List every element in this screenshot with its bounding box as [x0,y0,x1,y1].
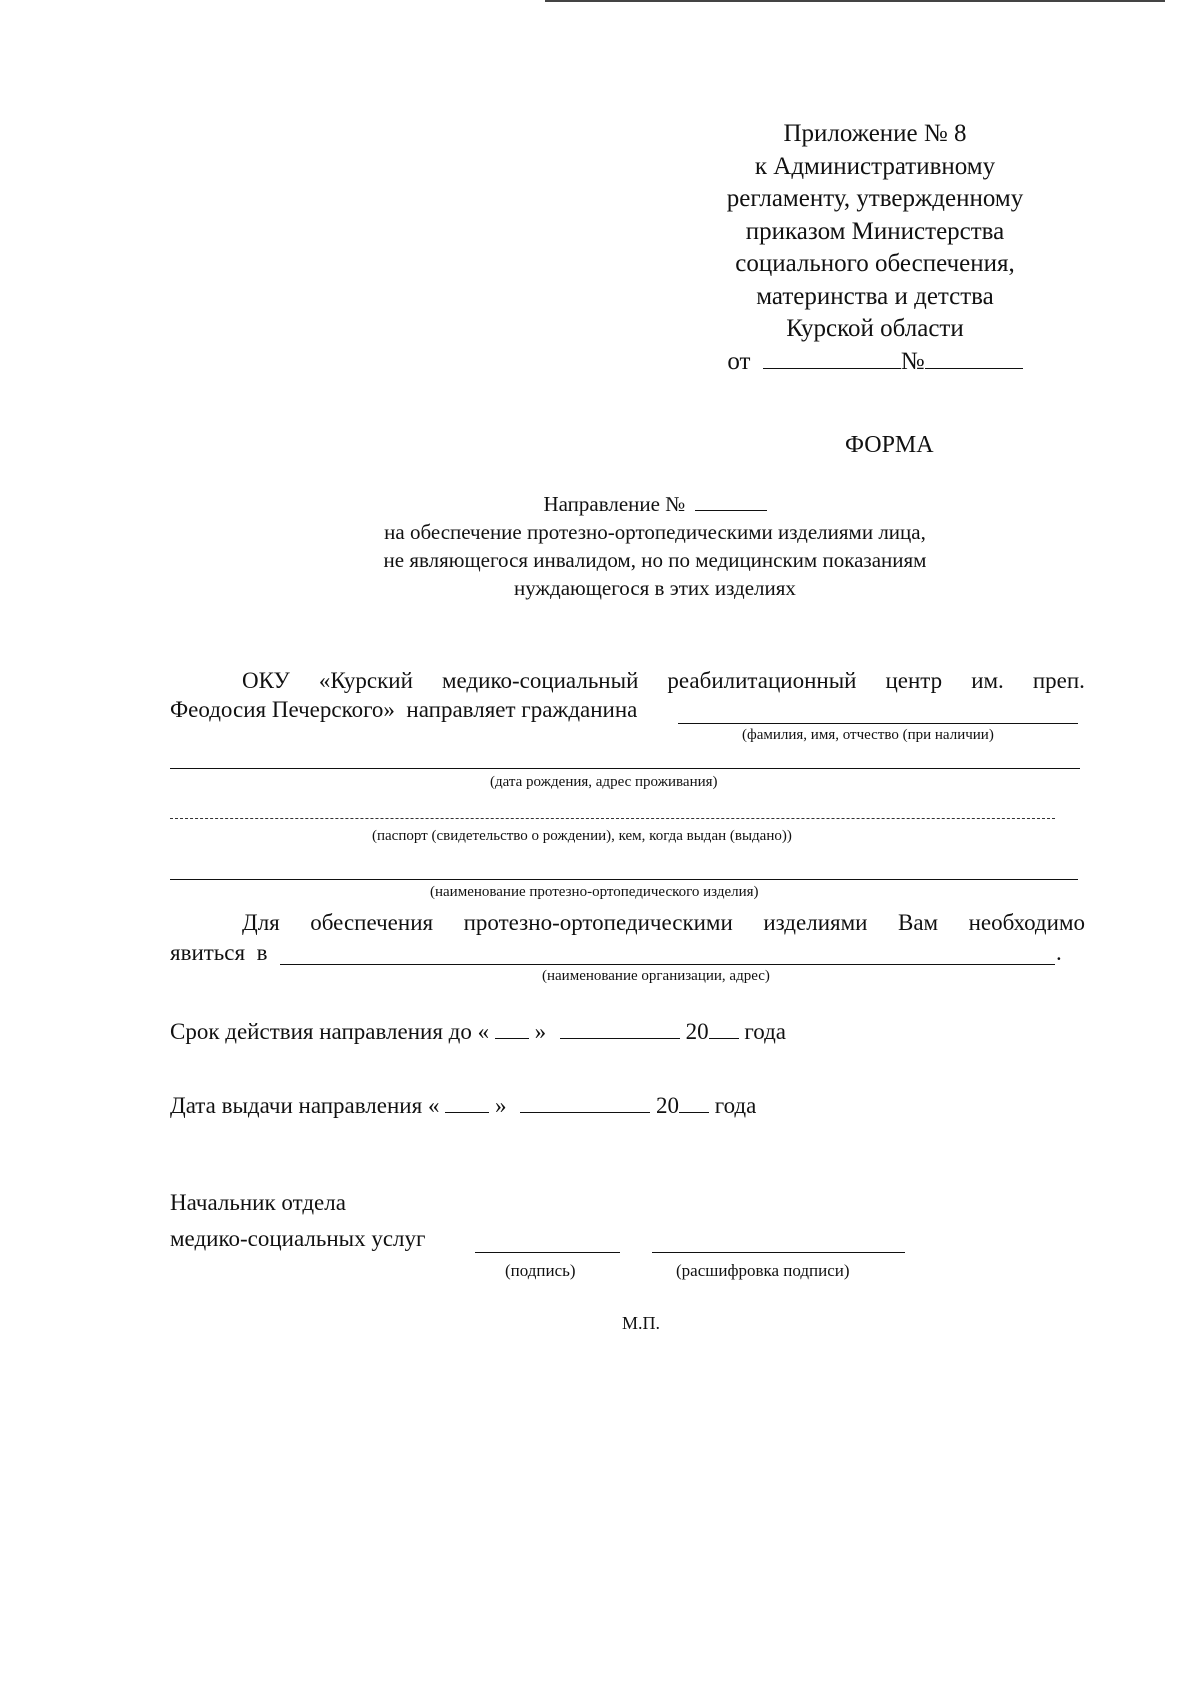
product-input-line[interactable] [170,879,1078,880]
appendix-line-6: материнства и детства [756,282,994,310]
p1-word-4: реабилитационный [667,668,857,693]
heading-number-blank [695,492,767,511]
appendix-line-1: Приложение № 8 [783,120,967,147]
paragraph1-line1 [242,668,1085,694]
paragraph2-period: . [1056,940,1062,965]
issue-year-suffix: года [714,1093,757,1118]
p2-word-1: Для [242,910,280,935]
organization-input-line[interactable] [280,964,1055,965]
heading-line-1: на обеспечение протезно-ортопедическими изделиями лица, [384,520,926,544]
product-caption: (наименование протезно-ортопедического изделия) [430,884,759,900]
paragraph1-line2: Феодосия Печерского» направляет гражданина [170,697,638,722]
signature-input-line[interactable] [475,1252,620,1253]
signatory-line-2: медико-социальных услуг [170,1226,426,1251]
signature-decode-caption: (расшифровка подписи) [676,1261,850,1280]
p1-word-3: медико-социальный [441,668,639,693]
signatory-line-1: Начальник отдела [170,1190,346,1215]
validity-month-blank[interactable] [560,1016,680,1039]
signature-decode-input-line[interactable] [652,1252,905,1253]
validity-year-suffix: года [744,1019,786,1044]
appendix-block [640,118,1110,378]
appendix-date-number-line [640,346,1110,379]
passport-input-line[interactable] [170,818,1055,819]
validity-year-blank[interactable] [709,1016,739,1039]
appendix-number-blank [925,346,1023,369]
fio-input-line[interactable] [678,723,1078,724]
appendix-line-5: социального обеспечения, [735,250,1015,277]
top-border-line [545,0,1165,2]
stamp-place-label: М.П. [622,1313,661,1333]
heading-line-3: нуждающегося в этих изделиях [514,576,796,600]
document-heading [300,490,1010,602]
p2-word-3: протезно-ортопедическими [463,910,733,935]
passport-caption: (паспорт (свидетельство о рождении), кем, когда выдан (выдано)) [372,828,792,844]
appendix-line-2: к Административному [754,152,996,180]
appendix-ot-label: от [727,347,751,375]
issue-label: Дата выдачи направления « [170,1093,440,1118]
heading-title-line [300,490,1010,518]
p1-word-1: ОКУ [242,668,290,693]
p2-word-5: Вам [897,910,939,935]
heading-title: Направление № [543,492,686,516]
issue-day-blank[interactable] [445,1090,489,1113]
appendix-line-3: регламенту, утвержденному [726,185,1024,212]
validity-year-prefix: 20 [685,1019,709,1044]
signature-caption: (подпись) [505,1261,576,1280]
validity-label: Срок действия направления до « [170,1019,490,1044]
organization-caption: (наименование организации, адрес) [542,968,770,984]
p1-word-2: «Курский [318,668,413,693]
issue-year-prefix: 20 [655,1093,679,1118]
fio-caption: (фамилия, имя, отчество (при наличии) [742,727,994,743]
p1-word-5: центр [885,668,943,693]
birth-address-input-line[interactable] [170,768,1080,769]
p2-word-4: изделиями [763,910,868,935]
validity-day-blank[interactable] [495,1016,529,1039]
issue-close-quote: » [494,1093,507,1118]
appendix-line-7: Курской области [786,315,964,342]
p2-word-6: необходимо [968,910,1085,935]
paragraph2-line2-start: явиться в [170,940,268,965]
validity-close-quote: » [534,1019,547,1044]
appendix-date-blank [763,346,901,369]
p1-word-7: преп. [1032,668,1085,693]
appendix-line-4: приказом Министерства [745,217,1005,245]
heading-line-2: не являющегося инвалидом, но по медицинским показаниям [383,548,927,572]
paragraph2-line1 [242,910,1085,936]
birth-address-caption: (дата рождения, адрес проживания) [490,774,718,790]
issue-year-blank[interactable] [679,1090,709,1113]
form-label: ФОРМА [845,432,934,458]
p2-word-2: обеспечения [310,910,434,935]
issue-month-blank[interactable] [520,1090,650,1113]
issue-line [170,1090,756,1119]
p1-word-6: им. [971,668,1004,693]
validity-line [170,1016,786,1045]
appendix-num-label: № [900,347,925,375]
